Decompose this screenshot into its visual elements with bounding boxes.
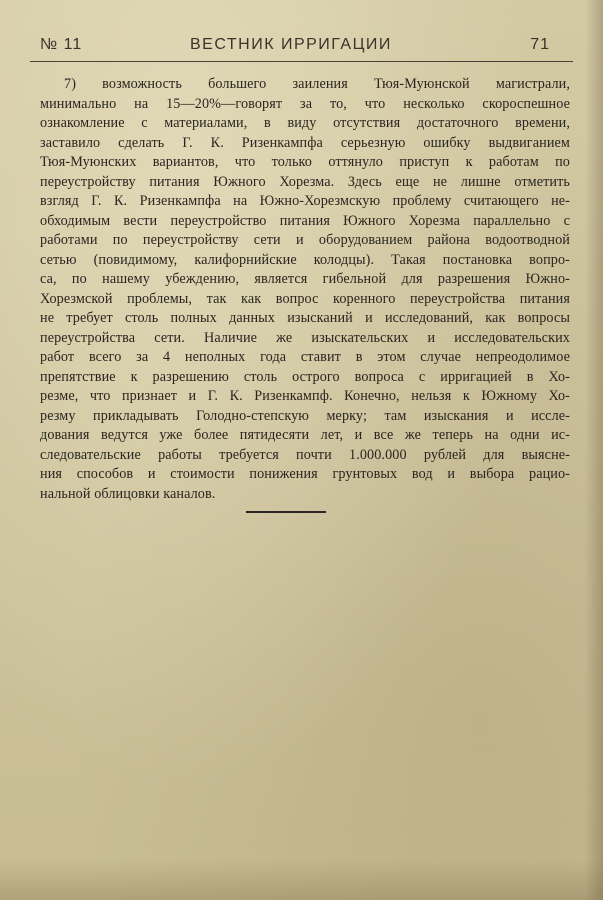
page-edge-shadow (585, 0, 603, 900)
section-end-rule (246, 511, 326, 513)
text-line: Хорезмской проблемы, так как вопрос коренного переустройства питания (40, 290, 570, 307)
text-line: сетью (повидимому, калифорнийские колодцы). Такая постановка вопро- (40, 251, 570, 268)
page-number: 71 (530, 36, 550, 53)
page-bottom-shadow (0, 860, 603, 900)
text-line: заставило сделать Г. К. Ризенкампфа серьезную ошибку выдвиганием (40, 134, 570, 151)
text-line: не требует столь полных данных изысканий и исследований, как вопросы (40, 310, 570, 326)
text-line: дования ведутся уже более пятидесяти лет, и все же теперь на одни ис- (40, 427, 570, 443)
text-line: Тюя-Муюнских вариантов, что только оттянуло приступ к работам по (40, 154, 570, 170)
article-text (40, 75, 570, 504)
text-line: переустройства сети. Наличие же изыскательских и исследовательских (40, 329, 570, 346)
journal-title: ВЕСТНИК ИРРИГАЦИИ (190, 36, 392, 53)
text-line: минимально на 15—20%—говорят за то, что несколько скороспешное (40, 95, 570, 112)
text-line: 7) возможность большего заиления Тюя-Муюнской магистрали, (64, 76, 570, 92)
text-line: ния способов и стоимости понижения грунтовых вод и выбора рацио- (40, 466, 570, 482)
text-line: следовательские работы требуется почти 1.000.000 рублей для выясне- (40, 446, 570, 463)
text-line: обходимым вести переустройство питания Южного Хорезма параллельно с (40, 212, 570, 229)
text-line: переустройству питания Южного Хорезма. Здесь еще не лишне отметить (40, 173, 570, 190)
text-line: резму прикладывать Голодно-степскую мерку; там изыскания и иссле- (40, 407, 570, 424)
text-line: резме, что признает и Г. К. Ризенкампф. Конечно, нельзя к Южному Хо- (40, 388, 570, 404)
issue-number: № 11 (40, 36, 83, 53)
text-line: са, по нашему убеждению, является гибельной для разрешения Южно- (40, 271, 570, 287)
header-rule (30, 61, 573, 62)
text-line: взгляд Г. К. Ризенкампфа на Южно-Хорезмскую проблему считающего не- (40, 193, 570, 209)
text-line: препятствие к разрешению столь острого вопроса с ирригацией в Хо- (40, 368, 570, 385)
text-line: нальной облицовки каналов. (40, 485, 216, 502)
text-line: работами по переустройству сети и оборудованием района водоотводной (40, 232, 570, 248)
text-line: работ всего за 4 неполных года ставит в этом случае непреодолимое (40, 349, 570, 365)
text-line: ознакомление с материалами, в виду отсутствия достаточного времени, (40, 115, 570, 131)
page-header (40, 36, 560, 60)
